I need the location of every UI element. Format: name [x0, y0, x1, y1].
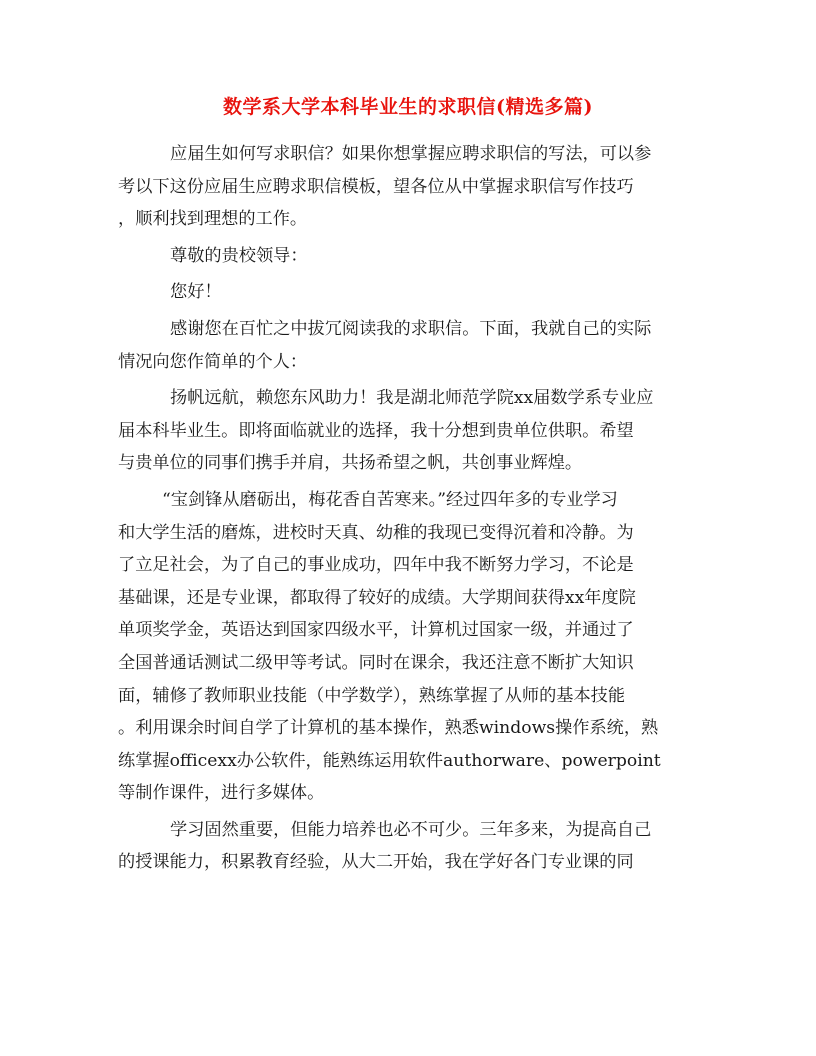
paragraph-line: 全国普通话测试二级甲等考试。同时在课余，我还注意不断扩大知识 — [118, 652, 634, 673]
salutation: 尊敬的贵校领导： — [170, 245, 308, 266]
paragraph-line: ，顺利找到理想的工作。 — [118, 209, 308, 230]
paragraph-line: 基础课，还是专业课，都取得了较好的成绩。大学期间获得xx年度院 — [118, 587, 636, 608]
document-title: 数学系大学本科毕业生的求职信(精选多篇) — [223, 96, 593, 118]
paragraph-line: 面，辅修了教师职业技能（中学数学），熟练掌握了从师的基本技能 — [118, 685, 626, 706]
paragraph-line: 练掌握officexx办公软件，能熟练运用软件authorware、powerpoint — [118, 750, 661, 771]
paragraph-line: 单项奖学金，英语达到国家四级水平，计算机过国家一级，并通过了 — [118, 620, 634, 641]
paragraph-line: 扬帆远航，赖您东风助力！我是湖北师范学院xx届数学系专业应 — [170, 388, 654, 409]
paragraph-line: 感谢您在百忙之中拔冗阅读我的求职信。下面，我就自己的实际 — [170, 318, 652, 339]
paragraph-line: 和大学生活的磨炼，进校时天真、幼稚的我现已变得沉着和冷静。为 — [118, 522, 634, 543]
paragraph-line: 的授课能力，积累教育经验，从大二开始，我在学好各门专业课的同 — [118, 852, 634, 873]
paragraph-line: 应届生如何写求职信？如果你想掌握应聘求职信的写法，可以参 — [170, 144, 652, 164]
greeting: 您好！ — [170, 282, 222, 303]
paragraph-line: 考以下这份应届生应聘求职信模板，望各位从中掌握求职信写作技巧 — [118, 176, 634, 197]
paragraph-line: 届本科毕业生。即将面临就业的选择，我十分想到贵单位供职。希望 — [118, 420, 634, 441]
paragraph-line: “宝剑锋从磨砺出，梅花香自苦寒来。”经过四年多的专业学习 — [162, 489, 618, 510]
paragraph-line: 等制作课件，进行多媒体。 — [118, 783, 325, 804]
paragraph-line: 情况向您作简单的个人： — [118, 351, 308, 372]
paragraph-line: 学习固然重要，但能力培养也必不可少。三年多来，为提高自己 — [170, 819, 652, 840]
paragraph-line: 。利用课余时间自学了计算机的基本操作，熟悉windows操作系统，熟 — [118, 718, 659, 739]
paragraph-line: 了立足社会，为了自己的事业成功，四年中我不断努力学习，不论是 — [118, 555, 634, 576]
paragraph-line: 与贵单位的同事们携手并肩，共扬希望之帆，共创事业辉煌。 — [118, 453, 583, 474]
document-body — [118, 138, 696, 879]
